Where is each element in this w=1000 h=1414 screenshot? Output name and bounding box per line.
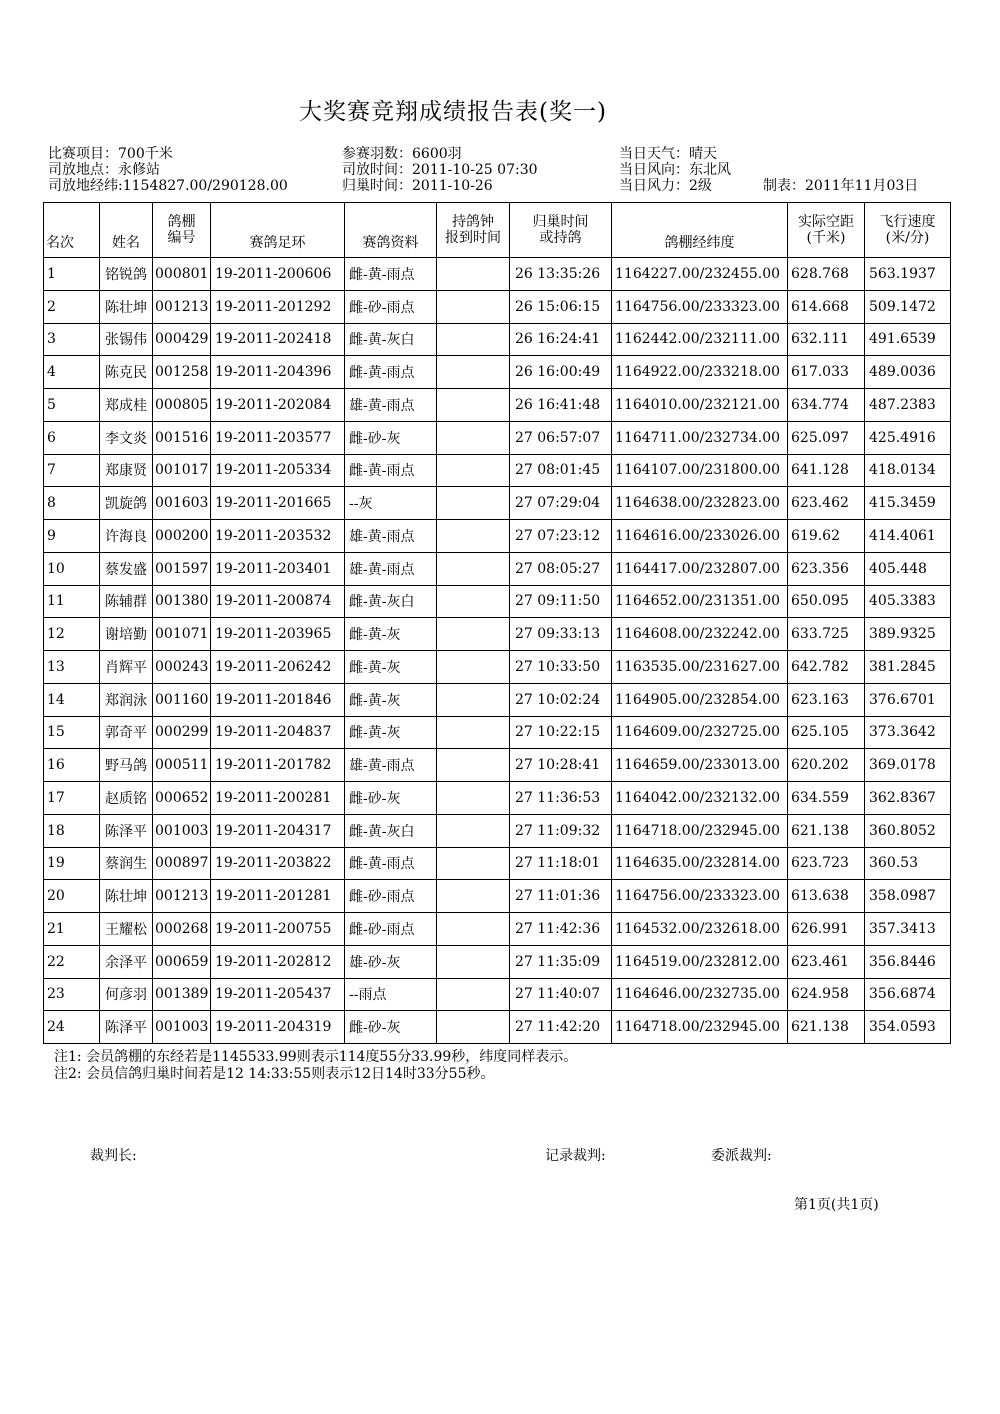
cell-distance: 623.163	[788, 683, 865, 716]
cell-arrival-time: 27 11:36:53	[510, 782, 612, 815]
cell-description: --灰	[345, 487, 437, 520]
cell-loft-coords: 1164010.00/232121.00	[612, 389, 788, 422]
table-row	[44, 356, 951, 389]
cell-name: 郑成桂	[100, 389, 153, 422]
cell-loft-coords: 1164417.00/232807.00	[612, 552, 788, 585]
cell-ring: 19-2011-206242	[211, 651, 345, 684]
cell-ring: 19-2011-205334	[211, 454, 345, 487]
cell-speed: 405.448	[865, 552, 951, 585]
cell-ring: 19-2011-200874	[211, 585, 345, 618]
cell-name: 余泽平	[100, 945, 153, 978]
col-loft: 鸽棚 编号	[153, 203, 211, 258]
cell-loft-coords: 1164532.00/232618.00	[612, 913, 788, 946]
cell-ring: 19-2011-201665	[211, 487, 345, 520]
cell-loft-coords: 1164635.00/232814.00	[612, 847, 788, 880]
event-info: 比赛项目：700千米	[48, 146, 173, 162]
cell-ring: 19-2011-202084	[211, 389, 345, 422]
cell-description: 雌-砂-灰	[345, 782, 437, 815]
cell-loft-id: 000801	[153, 258, 211, 291]
cell-loft-id: 000299	[153, 716, 211, 749]
cell-speed: 487.2383	[865, 389, 951, 422]
cell-speed: 563.1937	[865, 258, 951, 291]
cell-ring: 19-2011-203965	[211, 618, 345, 651]
note-2: 注2: 会员信鸽归巢时间若是12 14:33:55则表示12日14时33分55秒。	[54, 1066, 495, 1082]
col-clock: 持鸽钟 报到时间	[437, 203, 510, 258]
cell-loft-coords: 1164756.00/233323.00	[612, 290, 788, 323]
cell-name: 许海良	[100, 520, 153, 553]
cell-name: 郑康贤	[100, 454, 153, 487]
report-title: 大奖赛竞翔成绩报告表(奖一)	[299, 99, 607, 125]
cell-clock-time	[437, 782, 510, 815]
cell-ring: 19-2011-200755	[211, 913, 345, 946]
cell-distance: 625.105	[788, 716, 865, 749]
table-row	[44, 716, 951, 749]
cell-clock-time	[437, 421, 510, 454]
cell-name: 野马鸽	[100, 749, 153, 782]
cell-speed: 418.0134	[865, 454, 951, 487]
cell-loft-coords: 1164227.00/232455.00	[612, 258, 788, 291]
cell-clock-time	[437, 618, 510, 651]
cell-description: 雌-黄-雨点	[345, 454, 437, 487]
cell-ring: 19-2011-204396	[211, 356, 345, 389]
cell-loft-id: 001603	[153, 487, 211, 520]
cell-rank: 15	[44, 716, 100, 749]
cell-loft-id: 000200	[153, 520, 211, 553]
cell-rank: 16	[44, 749, 100, 782]
cell-rank: 19	[44, 847, 100, 880]
cell-description: 雄-黄-雨点	[345, 749, 437, 782]
cell-distance: 650.095	[788, 585, 865, 618]
cell-clock-time	[437, 520, 510, 553]
cell-loft-id: 000805	[153, 389, 211, 422]
cell-ring: 19-2011-202418	[211, 323, 345, 356]
cell-speed: 389.9325	[865, 618, 951, 651]
cell-name: 陈壮坤	[100, 880, 153, 913]
cell-rank: 10	[44, 552, 100, 585]
cell-distance: 623.723	[788, 847, 865, 880]
cell-clock-time	[437, 1011, 510, 1044]
cell-ring: 19-2011-201292	[211, 290, 345, 323]
cell-description: 雌-黄-灰	[345, 651, 437, 684]
cell-clock-time	[437, 880, 510, 913]
cell-description: 雌-砂-灰	[345, 1011, 437, 1044]
made-date-info: 制表：2011年11月03日	[763, 178, 919, 194]
cell-loft-id: 000897	[153, 847, 211, 880]
cell-arrival-time: 27 10:28:41	[510, 749, 612, 782]
cell-ring: 19-2011-204319	[211, 1011, 345, 1044]
table-row	[44, 1011, 951, 1044]
cell-speed: 373.3642	[865, 716, 951, 749]
cell-name: 郑润泳	[100, 683, 153, 716]
cell-clock-time	[437, 716, 510, 749]
cell-distance: 623.462	[788, 487, 865, 520]
cell-description: 雌-黄-灰白	[345, 814, 437, 847]
recorder-judge-label: 记录裁判:	[545, 1148, 606, 1164]
cell-arrival-time: 27 06:57:07	[510, 421, 612, 454]
cell-loft-coords: 1164756.00/233323.00	[612, 880, 788, 913]
cell-description: 雌-黄-灰白	[345, 585, 437, 618]
cell-arrival-time: 26 13:35:26	[510, 258, 612, 291]
cell-rank: 5	[44, 389, 100, 422]
cell-loft-coords: 1164609.00/232725.00	[612, 716, 788, 749]
cell-arrival-time: 26 16:24:41	[510, 323, 612, 356]
table-row	[44, 421, 951, 454]
cell-loft-coords: 1164107.00/231800.00	[612, 454, 788, 487]
cell-arrival-time: 27 08:05:27	[510, 552, 612, 585]
cell-speed: 425.4916	[865, 421, 951, 454]
cell-arrival-time: 27 11:18:01	[510, 847, 612, 880]
cell-ring: 19-2011-201782	[211, 749, 345, 782]
wind-force-info: 当日风力：2级	[619, 178, 712, 194]
cell-rank: 2	[44, 290, 100, 323]
table-row	[44, 520, 951, 553]
col-coords: 鸽棚经纬度	[612, 203, 788, 258]
cell-clock-time	[437, 290, 510, 323]
cell-speed: 358.0987	[865, 880, 951, 913]
cell-arrival-time: 27 11:35:09	[510, 945, 612, 978]
cell-clock-time	[437, 651, 510, 684]
cell-clock-time	[437, 945, 510, 978]
cell-arrival-time: 27 11:42:20	[510, 1011, 612, 1044]
cell-loft-id: 000243	[153, 651, 211, 684]
cell-description: 雌-黄-雨点	[345, 847, 437, 880]
assigned-judge-label: 委派裁判:	[711, 1148, 772, 1164]
results-table	[43, 202, 951, 1044]
col-ring: 赛鸽足环	[211, 203, 345, 258]
cell-distance: 620.202	[788, 749, 865, 782]
cell-loft-id: 001213	[153, 880, 211, 913]
cell-speed: 356.8446	[865, 945, 951, 978]
cell-rank: 14	[44, 683, 100, 716]
cell-distance: 634.559	[788, 782, 865, 815]
cell-rank: 24	[44, 1011, 100, 1044]
table-row	[44, 389, 951, 422]
cell-loft-coords: 1164646.00/232735.00	[612, 978, 788, 1011]
cell-loft-id: 001003	[153, 814, 211, 847]
cell-name: 肖辉平	[100, 651, 153, 684]
cell-arrival-time: 27 07:29:04	[510, 487, 612, 520]
cell-speed: 489.0036	[865, 356, 951, 389]
cell-distance: 613.638	[788, 880, 865, 913]
cell-speed: 491.6539	[865, 323, 951, 356]
cell-distance: 633.725	[788, 618, 865, 651]
cell-ring: 19-2011-205437	[211, 978, 345, 1011]
table-row	[44, 487, 951, 520]
cell-speed: 381.2845	[865, 651, 951, 684]
cell-rank: 7	[44, 454, 100, 487]
release-coords-info: 司放地经纬:1154827.00/290128.00	[48, 178, 288, 194]
cell-loft-coords: 1164922.00/233218.00	[612, 356, 788, 389]
cell-distance: 628.768	[788, 258, 865, 291]
cell-ring: 19-2011-204837	[211, 716, 345, 749]
cell-arrival-time: 26 16:41:48	[510, 389, 612, 422]
cell-name: 张锡伟	[100, 323, 153, 356]
cell-name: 凯旋鸽	[100, 487, 153, 520]
note-1: 注1: 会员鸽棚的东经若是1145533.99则表示114度55分33.99秒，纬度同样表示。	[54, 1049, 578, 1065]
cell-clock-time	[437, 356, 510, 389]
table-row	[44, 683, 951, 716]
cell-loft-coords: 1164608.00/232242.00	[612, 618, 788, 651]
cell-arrival-time: 26 16:00:49	[510, 356, 612, 389]
cell-distance: 619.62	[788, 520, 865, 553]
cell-rank: 18	[44, 814, 100, 847]
cell-name: 王耀松	[100, 913, 153, 946]
cell-rank: 4	[44, 356, 100, 389]
cell-loft-id: 001258	[153, 356, 211, 389]
cell-clock-time	[437, 814, 510, 847]
cell-clock-time	[437, 683, 510, 716]
cell-loft-id: 001017	[153, 454, 211, 487]
col-rank: 名次	[44, 203, 100, 258]
cell-loft-coords: 1162442.00/232111.00	[612, 323, 788, 356]
cell-arrival-time: 27 07:23:12	[510, 520, 612, 553]
table-row	[44, 978, 951, 1011]
cell-loft-id: 001003	[153, 1011, 211, 1044]
cell-name: 李文炎	[100, 421, 153, 454]
cell-rank: 20	[44, 880, 100, 913]
cell-rank: 12	[44, 618, 100, 651]
col-name: 姓名	[100, 203, 153, 258]
cell-clock-time	[437, 454, 510, 487]
cell-rank: 21	[44, 913, 100, 946]
cell-loft-id: 000511	[153, 749, 211, 782]
cell-description: 雌-黄-灰白	[345, 323, 437, 356]
cell-description: 雌-黄-雨点	[345, 356, 437, 389]
cell-description: 雌-黄-灰	[345, 716, 437, 749]
cell-distance: 617.033	[788, 356, 865, 389]
return-time-info: 归巢时间：2011-10-26	[342, 178, 493, 194]
cell-distance: 634.774	[788, 389, 865, 422]
table-header-row	[44, 203, 951, 258]
cell-name: 陈泽平	[100, 814, 153, 847]
cell-arrival-time: 27 11:42:36	[510, 913, 612, 946]
table-row	[44, 814, 951, 847]
cell-description: 雌-黄-灰	[345, 683, 437, 716]
cell-loft-id: 001160	[153, 683, 211, 716]
cell-distance: 626.991	[788, 913, 865, 946]
cell-distance: 642.782	[788, 651, 865, 684]
table-row	[44, 880, 951, 913]
cell-arrival-time: 27 08:01:45	[510, 454, 612, 487]
cell-loft-id: 001597	[153, 552, 211, 585]
cell-loft-coords: 1163535.00/231627.00	[612, 651, 788, 684]
cell-speed: 415.3459	[865, 487, 951, 520]
cell-ring: 19-2011-200606	[211, 258, 345, 291]
table-row	[44, 945, 951, 978]
cell-arrival-time: 27 11:09:32	[510, 814, 612, 847]
cell-loft-id: 000652	[153, 782, 211, 815]
cell-clock-time	[437, 978, 510, 1011]
cell-rank: 11	[44, 585, 100, 618]
table-row	[44, 290, 951, 323]
cell-rank: 17	[44, 782, 100, 815]
cell-loft-coords: 1164711.00/232734.00	[612, 421, 788, 454]
col-desc: 赛鸽资料	[345, 203, 437, 258]
cell-name: 郭奇平	[100, 716, 153, 749]
chief-judge-label: 裁判长:	[90, 1148, 137, 1164]
cell-distance: 621.138	[788, 1011, 865, 1044]
cell-loft-id: 001389	[153, 978, 211, 1011]
cell-name: 何彦羽	[100, 978, 153, 1011]
page-number: 第1页(共1页)	[794, 1197, 879, 1213]
col-distance: 实际空距 (千米)	[788, 203, 865, 258]
cell-ring: 19-2011-201281	[211, 880, 345, 913]
cell-name: 陈克民	[100, 356, 153, 389]
cell-rank: 6	[44, 421, 100, 454]
cell-arrival-time: 27 11:40:07	[510, 978, 612, 1011]
cell-speed: 362.8367	[865, 782, 951, 815]
cell-distance: 625.097	[788, 421, 865, 454]
cell-speed: 414.4061	[865, 520, 951, 553]
cell-ring: 19-2011-202812	[211, 945, 345, 978]
release-time-info: 司放时间：2011-10-25 07:30	[342, 162, 538, 178]
cell-ring: 19-2011-204317	[211, 814, 345, 847]
table-row	[44, 454, 951, 487]
cell-loft-id: 001380	[153, 585, 211, 618]
cell-loft-coords: 1164616.00/233026.00	[612, 520, 788, 553]
entries-info: 参赛羽数：6600羽	[342, 146, 462, 162]
cell-loft-id: 001213	[153, 290, 211, 323]
cell-speed: 405.3383	[865, 585, 951, 618]
cell-clock-time	[437, 749, 510, 782]
cell-arrival-time: 27 10:22:15	[510, 716, 612, 749]
cell-description: 雄-黄-雨点	[345, 552, 437, 585]
cell-speed: 356.6874	[865, 978, 951, 1011]
cell-name: 铭锐鸽	[100, 258, 153, 291]
cell-description: 雌-砂-雨点	[345, 880, 437, 913]
cell-name: 陈壮坤	[100, 290, 153, 323]
cell-clock-time	[437, 323, 510, 356]
cell-description: 雄-黄-雨点	[345, 389, 437, 422]
cell-rank: 23	[44, 978, 100, 1011]
cell-ring: 19-2011-201846	[211, 683, 345, 716]
cell-rank: 1	[44, 258, 100, 291]
cell-name: 陈辅群	[100, 585, 153, 618]
cell-description: 雄-黄-雨点	[345, 520, 437, 553]
cell-distance: 621.138	[788, 814, 865, 847]
cell-ring: 19-2011-200281	[211, 782, 345, 815]
cell-clock-time	[437, 913, 510, 946]
cell-loft-coords: 1164042.00/232132.00	[612, 782, 788, 815]
cell-description: 雌-砂-灰	[345, 421, 437, 454]
col-speed: 飞行速度 (米/分)	[865, 203, 951, 258]
cell-clock-time	[437, 847, 510, 880]
table-row	[44, 782, 951, 815]
cell-rank: 13	[44, 651, 100, 684]
table-row	[44, 552, 951, 585]
cell-rank: 22	[44, 945, 100, 978]
cell-description: 雌-砂-雨点	[345, 290, 437, 323]
cell-description: --雨点	[345, 978, 437, 1011]
cell-speed: 360.53	[865, 847, 951, 880]
cell-speed: 357.3413	[865, 913, 951, 946]
cell-name: 赵质铭	[100, 782, 153, 815]
cell-rank: 8	[44, 487, 100, 520]
cell-loft-id: 000429	[153, 323, 211, 356]
cell-ring: 19-2011-203401	[211, 552, 345, 585]
cell-loft-coords: 1164652.00/231351.00	[612, 585, 788, 618]
cell-description: 雌-黄-雨点	[345, 258, 437, 291]
table-row	[44, 323, 951, 356]
cell-clock-time	[437, 552, 510, 585]
cell-description: 雄-砂-灰	[345, 945, 437, 978]
cell-clock-time	[437, 389, 510, 422]
cell-loft-coords: 1164519.00/232812.00	[612, 945, 788, 978]
cell-loft-id: 000659	[153, 945, 211, 978]
cell-clock-time	[437, 487, 510, 520]
table-row	[44, 847, 951, 880]
cell-arrival-time: 27 11:01:36	[510, 880, 612, 913]
cell-description: 雌-黄-灰	[345, 618, 437, 651]
cell-ring: 19-2011-203532	[211, 520, 345, 553]
cell-speed: 376.6701	[865, 683, 951, 716]
cell-distance: 614.668	[788, 290, 865, 323]
cell-loft-coords: 1164718.00/232945.00	[612, 814, 788, 847]
cell-name: 陈泽平	[100, 1011, 153, 1044]
cell-description: 雌-砂-雨点	[345, 913, 437, 946]
cell-clock-time	[437, 258, 510, 291]
cell-loft-coords: 1164905.00/232854.00	[612, 683, 788, 716]
cell-loft-coords: 1164659.00/233013.00	[612, 749, 788, 782]
cell-loft-id: 001516	[153, 421, 211, 454]
wind-direction-info: 当日风向：东北风	[619, 162, 731, 178]
cell-arrival-time: 27 09:11:50	[510, 585, 612, 618]
cell-arrival-time: 27 10:02:24	[510, 683, 612, 716]
cell-rank: 3	[44, 323, 100, 356]
cell-speed: 369.0178	[865, 749, 951, 782]
cell-loft-coords: 1164638.00/232823.00	[612, 487, 788, 520]
release-site-info: 司放地点：永修站	[48, 162, 160, 178]
table-row	[44, 749, 951, 782]
cell-name: 蔡发盛	[100, 552, 153, 585]
cell-loft-id: 001071	[153, 618, 211, 651]
cell-ring: 19-2011-203822	[211, 847, 345, 880]
cell-speed: 509.1472	[865, 290, 951, 323]
col-arrival: 归巢时间 或持鸽	[510, 203, 612, 258]
cell-distance: 623.356	[788, 552, 865, 585]
cell-arrival-time: 26 15:06:15	[510, 290, 612, 323]
cell-loft-coords: 1164718.00/232945.00	[612, 1011, 788, 1044]
cell-rank: 9	[44, 520, 100, 553]
cell-speed: 354.0593	[865, 1011, 951, 1044]
table-row	[44, 258, 951, 291]
cell-arrival-time: 27 10:33:50	[510, 651, 612, 684]
cell-distance: 623.461	[788, 945, 865, 978]
cell-speed: 360.8052	[865, 814, 951, 847]
cell-distance: 632.111	[788, 323, 865, 356]
table-row	[44, 651, 951, 684]
cell-distance: 641.128	[788, 454, 865, 487]
cell-arrival-time: 27 09:33:13	[510, 618, 612, 651]
cell-name: 谢培勤	[100, 618, 153, 651]
cell-loft-id: 000268	[153, 913, 211, 946]
table-row	[44, 618, 951, 651]
cell-name: 蔡润生	[100, 847, 153, 880]
cell-ring: 19-2011-203577	[211, 421, 345, 454]
table-row	[44, 913, 951, 946]
cell-distance: 624.958	[788, 978, 865, 1011]
table-row	[44, 585, 951, 618]
cell-clock-time	[437, 585, 510, 618]
weather-info: 当日天气：晴天	[619, 146, 717, 162]
